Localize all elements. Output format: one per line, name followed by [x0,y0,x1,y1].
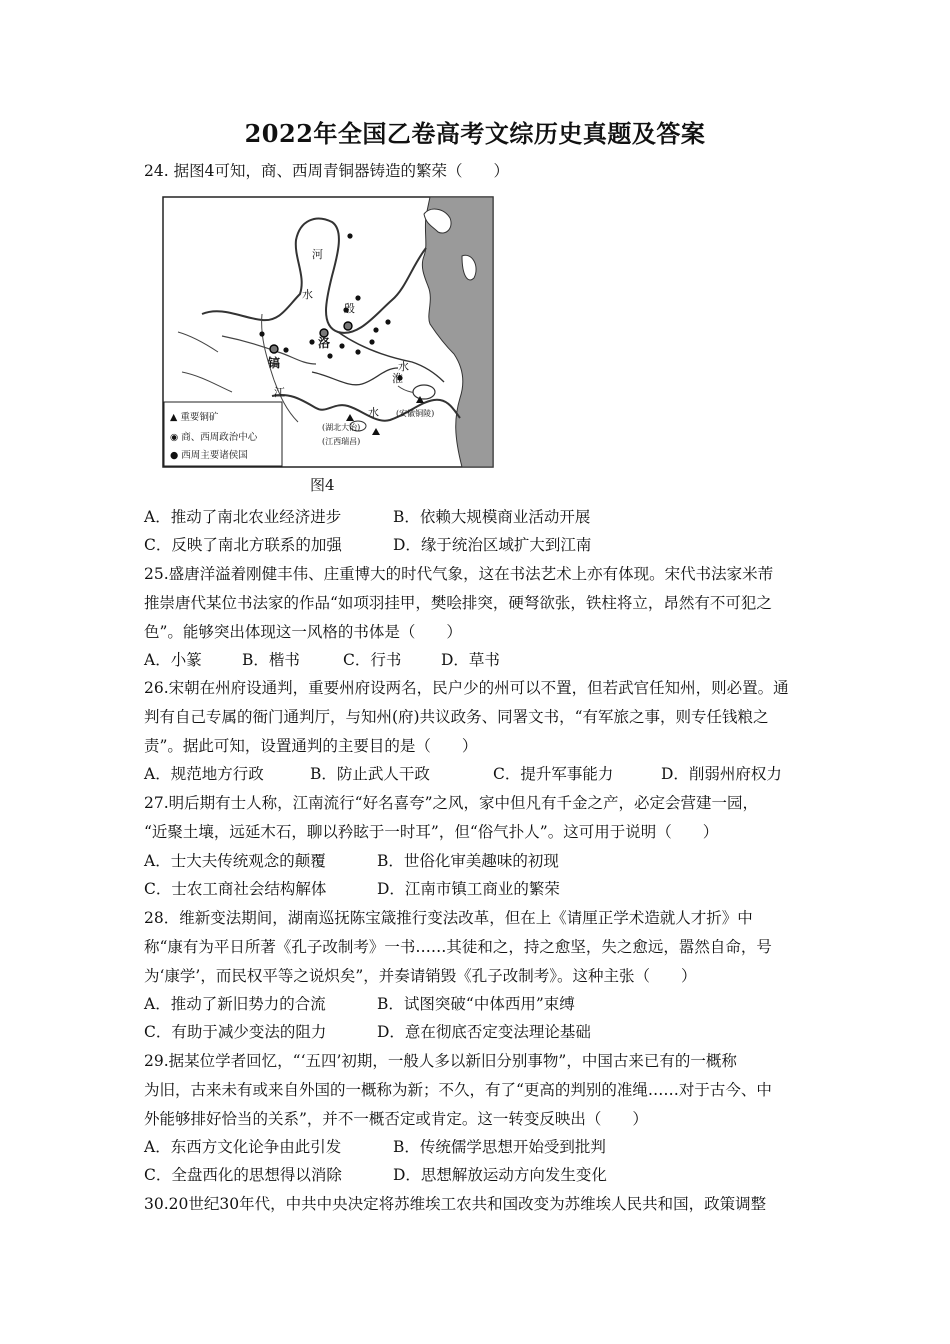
map-label-luo: 洛 [318,336,331,350]
q28-line-1: 28．维新变法期间，湖南巡抚陈宝箴推行变法改革，但在上《请厘正学术造就人才折》中 [144,909,753,927]
map-label-yin: 殷 [344,302,355,315]
q26-option-d: D．削弱州府权力 [661,765,782,783]
q28-option-b: B．试图突破“中体西用”束缚 [377,995,575,1013]
map-label-shui3: 水 [398,360,409,373]
legend-vassal-state: ● 西周主要诸侯国 [170,450,248,461]
q28-option-c: C．有助于减少变法的阻力 [144,1023,327,1041]
page-title: 2022年全国乙卷高考文综历史真题及答案 [244,119,706,148]
q29-line-1: 29.据某位学者回忆，“‘五四’初期，一般人多以新旧分别事物”，中国古来已有的一概称 [144,1052,737,1070]
q27-line-2: “近聚土壤，远延木石，聊以矜眩于一时耳”，但“俗气扑人”。这可用于说明（ ） [144,823,719,841]
q26-line-3: 责”。据此可知，设置通判的主要目的是（ ） [144,737,478,755]
map-label-hao: 镐 [268,356,281,370]
q25-line-1: 25.盛唐洋溢着刚健丰伟、庄重博大的时代气象，这在书法艺术上亦有体现。宋代书法家米芾 [144,565,774,583]
q29-option-a: A．东西方文化论争由此引发 [144,1138,342,1156]
q26-option-a: A．规范地方行政 [144,765,264,783]
map-label-jiangxi: (江西瑞昌) [322,437,361,446]
q25-option-b: B．楷书 [242,651,300,669]
q26-option-c: C．提升军事能力 [493,765,614,783]
q24-option-c: C．反映了南北方联系的加强 [144,536,342,554]
q24-stem: 24. 据图4可知，商、西周青铜器铸造的繁荣（ ） [144,162,509,180]
q24-option-d: D．缘于统治区域扩大到江南 [393,536,592,554]
map-label-jiang: 江 [274,386,285,399]
q28-line-2: 称“康有为平日所著《孔子改制考》一书……其徒和之，持之愈坚，失之愈远，嚣然自命，号 [144,938,772,956]
q28-option-a: A．推动了新旧势力的合流 [144,995,326,1013]
q27-option-d: D．江南市镇工商业的繁荣 [377,880,560,898]
q29-option-c: C．全盘西化的思想得以消除 [144,1166,342,1184]
q27-line-1: 27.明后期有士人称，江南流行“好名喜夸”之风，家中但凡有千金之产，必定会营建一园， [144,794,759,812]
ancient-china-map [162,196,494,468]
q30-line-1: 30.20世纪30年代，中共中央决定将苏维埃工农共和国改变为苏维埃人民共和国，政策调整 [144,1195,767,1213]
q24-option-a: A．推动了南北农业经济进步 [144,508,342,526]
figure-caption: 图4 [310,476,335,494]
q27-option-c: C．士农工商社会结构解体 [144,880,327,898]
q27-option-b: B．世俗化审美趣味的初现 [377,852,559,870]
q26-option-b: B．防止武人干政 [310,765,430,783]
map-label-huai: 淮 [392,372,403,385]
map-label-shui1: 水 [302,288,313,301]
q29-option-d: D．思想解放运动方向发生变化 [393,1166,607,1184]
q28-line-3: 为‘康学’，而民权平等之说炽矣”，并奏请销毁《孔子改制考》。这种主张（ ） [144,967,697,985]
map-label-anhui: (安徽铜陵) [396,409,435,418]
q25-option-d: D．草书 [441,651,500,669]
legend-copper-mine: ▲ 重要铜矿 [170,412,219,423]
map-label-hubei: (湖北大冶) [322,423,361,432]
q25-line-3: 色”。能够突出体现这一风格的书体是（ ） [144,623,462,641]
q28-option-d: D．意在彻底否定变法理论基础 [377,1023,591,1041]
q29-option-b: B．传统儒学思想开始受到批判 [393,1138,606,1156]
q29-line-2: 为旧，古来未有或来自外国的一概称为新；不久，有了“更高的判别的准绳……对于古今、中 [144,1081,772,1099]
legend-political-center: ◉ 商、西周政治中心 [170,432,258,443]
q25-line-2: 推崇唐代某位书法家的作品“如项羽挂甲，樊哙排突，硬弩欲张，铁柱将立，昂然有不可犯之 [144,594,772,612]
q24-option-b: B．依赖大规模商业活动开展 [393,508,591,526]
map-label-shui2: 水 [368,406,379,419]
q26-line-1: 26.宋朝在州府设通判，重要州府设两名，民户少的州可以不置，但若武官任知州，则必置。通 [144,679,789,697]
q25-option-c: C．行书 [343,651,402,669]
q29-line-3: 外能够排好恰当的关系”，并不一概否定或肯定。这一转变反映出（ ） [144,1110,648,1128]
q27-option-a: A．士大夫传统观念的颠覆 [144,852,326,870]
q25-option-a: A．小篆 [144,651,202,669]
map-figure [162,196,494,468]
q26-line-2: 判有自己专属的衙门通判厅，与知州(府)共议政务、同署文书，“有军旅之事，则专任钱粮之 [144,708,769,726]
map-label-he: 河 [312,248,323,261]
